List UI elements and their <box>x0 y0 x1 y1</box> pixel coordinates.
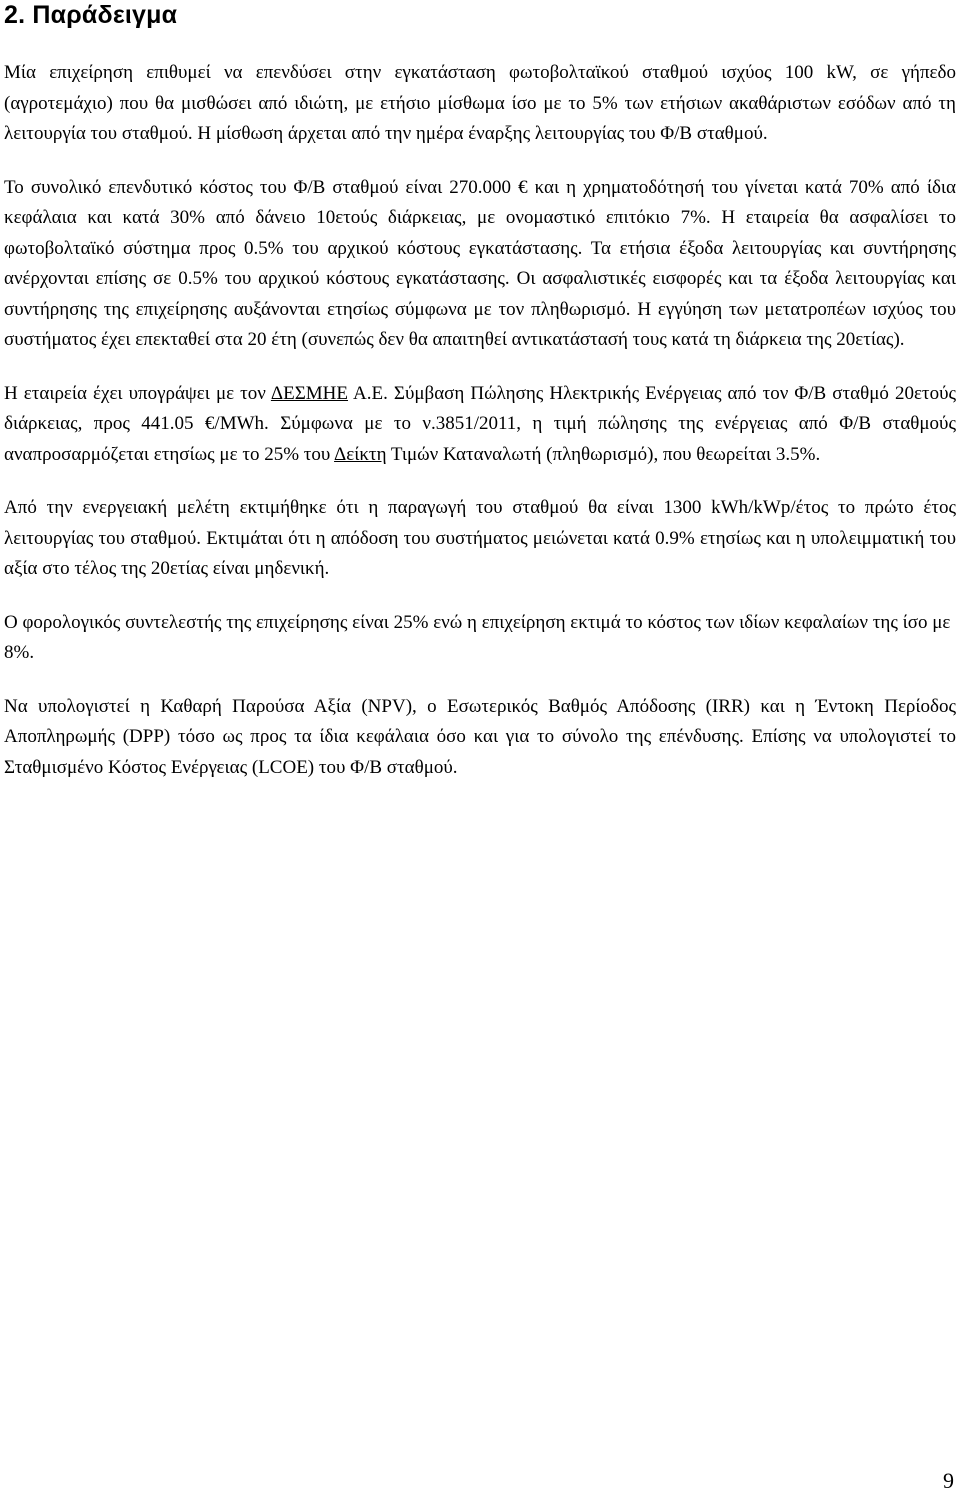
paragraph-ppa-text-1: Η εταιρεία έχει υπογράψει με τον <box>4 382 271 404</box>
section-title-text: Παράδειγμα <box>32 1 178 29</box>
paragraph-tax-rate-text: Ο φορολογικός συντελεστής της επιχείρησης είναι 25% ενώ η επιχείρηση εκτιμά το κόστος των ιδίων κεφαλαίων της ίσο με 8%. <box>4 611 951 663</box>
paragraph-ppa-index: Δείκτη <box>334 443 387 465</box>
paragraph-energy-study <box>4 493 956 585</box>
paragraph-ppa-text-3: Τιμών Καταναλωτή (πληθωρισμό), που θεωρείται 3.5%. <box>386 443 821 465</box>
paragraph-power-purchase-agreement <box>4 379 956 471</box>
paragraph-investment-cost <box>4 173 956 356</box>
document-body <box>4 58 956 806</box>
paragraph-introduction <box>4 58 956 150</box>
paragraph-energy-study-text: Από την ενεργειακή μελέτη εκτιμήθηκε ότι η παραγωγή του σταθμού θα είναι 1300 kWh/kWp/έτος το πρώτο έτος λειτουργίας του σταθμού. Εκτιμάται ότι η απόδοση του συστήματος μειώνεται κατά 0.9% ετησίως και η υπολειμματική του αξία στο τέλος της 20ετίας είναι μηδενική. <box>4 497 956 579</box>
paragraph-tax-rate <box>4 608 956 669</box>
section-title <box>4 0 177 30</box>
paragraph-ppa-text-2: Α.Ε. Σύμβαση Πώλησης Ηλεκτρικής Ενέργειας από τον Φ/Β σταθμό 20ετούς διάρκειας, προς 441.05 €/MWh. Σύμφωνα με το ν.3851/2011, η τιμή πώλησης της ενέργειας από Φ/Β σταθμούς αναπροσαρμόζεται ετησίως με το 25% του <box>4 382 956 465</box>
section-number: 2. <box>4 1 26 29</box>
page-number: 9 <box>943 1468 954 1493</box>
paragraph-task <box>4 692 956 784</box>
paragraph-introduction-text: Μία επιχείρηση επιθυμεί να επενδύσει στην εγκατάσταση φωτοβολταϊκού σταθμού ισχύος 100 kW, σε γήπεδο (αγροτεμάχιο) που θα μισθώσει από ιδιώτη, με ετήσιο μίσθωμα ίσο με το 5% των ετήσιων ακαθάριστων εσόδων από τη λειτουργία του σταθμού. Η μίσθωση άρχεται από την ημέρα έναρξης λειτουργίας του Φ/Β σταθμού. <box>4 62 956 144</box>
paragraph-ppa-desmie: ΔΕΣΜΗΕ <box>270 382 349 404</box>
paragraph-task-text: Να υπολογιστεί η Καθαρή Παρούσα Αξία (NPV), ο Εσωτερικός Βαθμός Απόδοσης (IRR) και η Έντοκη Περίοδος Αποπληρωμής (DPP) τόσο ως προς τα ίδια κεφάλαια όσο και για το σύνολο της επένδυσης. Επίσης να υπολογιστεί το Σταθμισμένο Κόστος Ενέργειας (LCOE) του Φ/Β σταθμού. <box>4 695 956 778</box>
paragraph-investment-cost-text: Το συνολικό επενδυτικό κόστος του Φ/Β σταθμού είναι 270.000 € και η χρηματοδότησή του γίνεται κατά 70% από ίδια κεφάλαια και κατά 30% από δάνειο 10ετούς διάρκειας, με ονομαστικό επιτόκιο 7%. Η εταιρεία θα ασφαλίσει το φωτοβολταϊκό σύστημα προς 0.5% του αρχικού κόστους εγκατάστασης. Τα ετήσια έξοδα λειτουργίας και συντήρησης ανέρχονται επίσης σε 0.5% του αρχικού κόστους εγκατάστασης. Οι ασφαλιστικές εισφορές και τα έξοδα λειτουργίας και συντήρησης της επιχείρησης αυξάνονται ετησίως σύμφωνα με τον πληθωρισμό. Η εγγύηση των μετατροπέων ισχύος του συστήματος έχει επεκταθεί στα 20 έτη (συνεπώς δεν θα απαιτηθεί αντικατάστασή τους κατά τη διάρκεια της 20ετίας). <box>4 176 956 350</box>
